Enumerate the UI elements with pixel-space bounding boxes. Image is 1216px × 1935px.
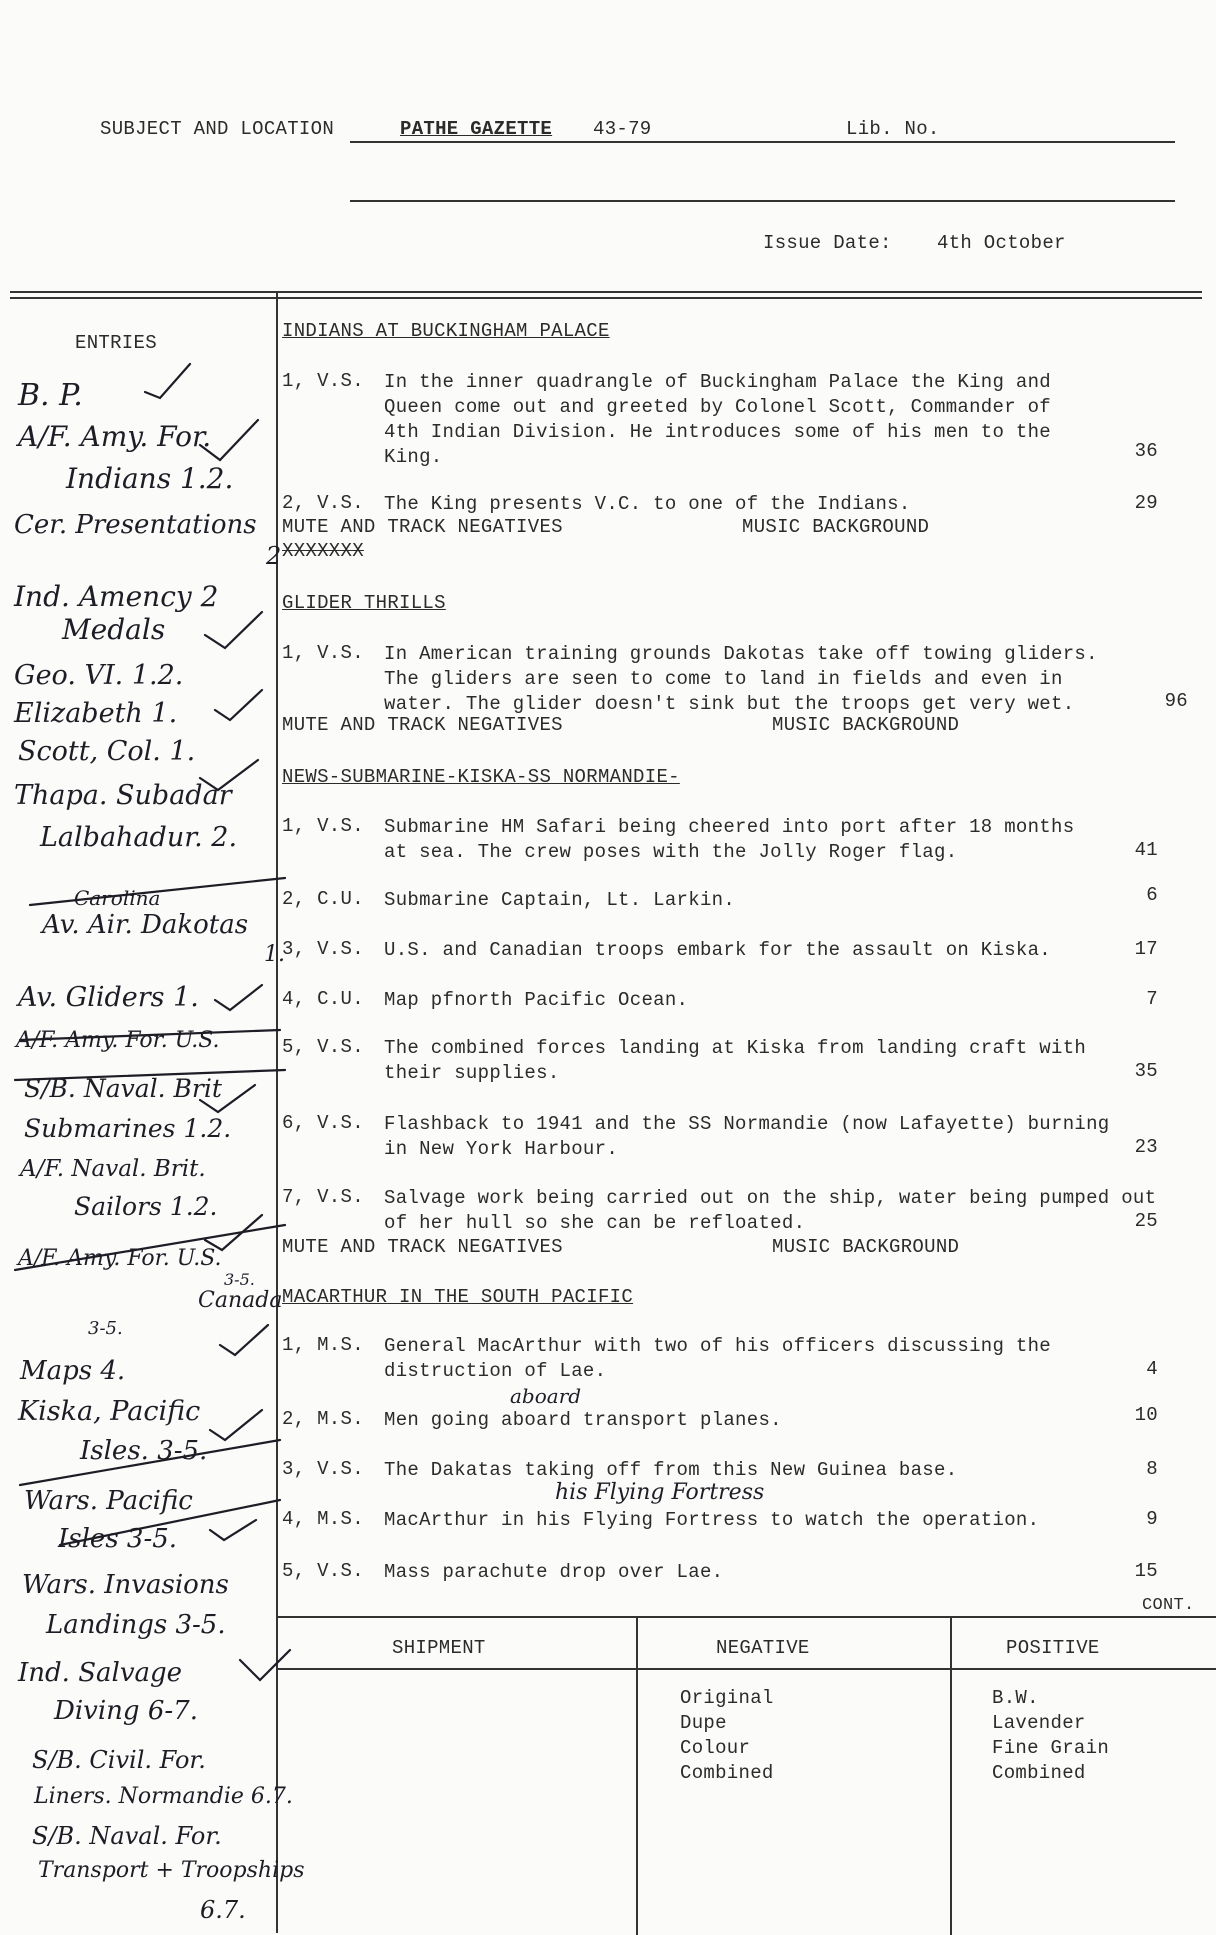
shot-number: 5, V.S. <box>282 1036 364 1058</box>
negatives-note: MUTE AND TRACK NEGATIVES <box>282 1236 563 1258</box>
subject-label: SUBJECT AND LOCATION <box>100 118 335 140</box>
tick-marks <box>0 0 300 1935</box>
entry: Av. Air. Dakotas <box>42 910 249 940</box>
shot-duration: 8 <box>1146 1458 1158 1480</box>
section-title-gliders: GLIDER THRILLS <box>282 592 446 614</box>
positive-option: B.W. <box>992 1687 1039 1709</box>
negative-option: Colour <box>680 1737 751 1759</box>
issue-number: 43-79 <box>593 118 652 140</box>
shot-number: 3, V.S. <box>282 938 364 960</box>
shot-duration: 96 <box>1164 690 1188 712</box>
shot-description: Men going aboard transport planes. <box>384 1409 782 1431</box>
section-title-news: NEWS-SUBMARINE-KISKA-SS NORMANDIE- <box>282 766 680 788</box>
struck-out-text: XXXXXXX <box>282 540 364 562</box>
section-title-indians: INDIANS AT BUCKINGHAM PALACE <box>282 320 610 342</box>
negative-option: Dupe <box>680 1712 727 1734</box>
entry: Ind. Amency 2 <box>14 580 219 613</box>
shot-duration: 17 <box>1134 938 1158 960</box>
shot-number: 4, M.S. <box>282 1508 364 1530</box>
shot-number: 4, C.U. <box>282 988 364 1010</box>
entry: Av. Gliders 1. <box>18 982 199 1013</box>
entry: S/B. Naval. Brit <box>24 1074 222 1103</box>
entry: Submarines 1.2. <box>24 1114 232 1143</box>
entry: Carolina <box>74 886 161 910</box>
entry: 3-5. <box>224 1270 255 1289</box>
table-top-rule <box>276 1616 1216 1618</box>
shot-row <box>282 370 1202 470</box>
header-second-rule <box>350 200 1175 202</box>
entry: Geo. VI. 1.2. <box>14 660 184 691</box>
negatives-note: MUTE AND TRACK NEGATIVES <box>282 516 563 538</box>
continued-label: CONT. <box>1142 1596 1195 1615</box>
shot-row <box>282 642 1202 717</box>
entry: Medals <box>62 613 166 646</box>
shot-number: 2, V.S. <box>282 492 364 514</box>
shot-duration: 35 <box>1134 1060 1158 1082</box>
table-header-shipment: SHIPMENT <box>392 1637 486 1659</box>
shot-description: Submarine HM Safari being cheered into port after 18 months at sea. The crew poses with the Jolly Roger flag. <box>384 816 1075 863</box>
table-header-rule <box>276 1668 1216 1670</box>
entry: Indians 1.2. <box>66 462 234 495</box>
table-header-positive: POSITIVE <box>1006 1637 1100 1659</box>
entry: 6.7. <box>200 1896 246 1924</box>
entry: A/F. Amy. For. U.S. <box>18 1246 222 1271</box>
entry: Cer. Presentations <box>14 510 257 540</box>
entry: 3-5. <box>88 1318 123 1339</box>
subject-value: PATHE GAZETTE <box>400 118 553 140</box>
entry: S/B. Civil. For. <box>32 1746 206 1774</box>
music-note: MUSIC BACKGROUND <box>772 714 960 736</box>
entries-title: ENTRIES <box>75 332 157 354</box>
table-header-negative: NEGATIVE <box>716 1637 810 1659</box>
entry: Kiska, Pacific <box>18 1396 201 1427</box>
entry: A/F. Naval. Brit. <box>20 1156 206 1182</box>
entry: Isles 3-5. <box>58 1524 178 1554</box>
shot-description: Mass parachute drop over Lae. <box>384 1561 724 1583</box>
shot-duration: 41 <box>1134 839 1158 861</box>
music-note: MUSIC BACKGROUND <box>742 516 930 538</box>
shot-description: Submarine Captain, Lt. Larkin. <box>384 889 736 911</box>
shot-row <box>282 492 1202 517</box>
handwritten-correction: aboard <box>510 1384 582 1408</box>
shot-description: MacArthur in his Flying Fortress to watch the operation. <box>384 1509 1040 1531</box>
shot-duration: 4 <box>1146 1358 1158 1380</box>
shot-duration: 6 <box>1146 884 1158 906</box>
table-col-divider-2 <box>950 1618 952 1935</box>
entry: Liners. Normandie 6.7. <box>34 1784 293 1809</box>
entry: Elizabeth 1. <box>14 698 178 729</box>
shot-duration: 36 <box>1134 440 1158 462</box>
issue-date-label: Issue Date: <box>763 232 892 254</box>
shot-description: General MacArthur with two of his officers discussing the distruction of Lae. <box>384 1335 1052 1382</box>
shot-duration: 25 <box>1134 1210 1158 1232</box>
entry: Transport + Troopships <box>38 1858 305 1883</box>
entry: Maps 4. <box>20 1356 126 1386</box>
negative-option: Combined <box>680 1762 774 1784</box>
subject-underline <box>350 141 1175 143</box>
table-col-divider-1 <box>636 1618 638 1935</box>
shot-duration: 23 <box>1134 1136 1158 1158</box>
shot-description: In American training grounds Dakotas take off towing gliders. The gliders are seen to come to land in fields and even in water. The glider doesn't sink but the troops get very wet. <box>384 643 1098 715</box>
entry: Scott, Col. 1. <box>18 736 196 767</box>
section-title-macarthur: MACARTHUR IN THE SOUTH PACIFIC <box>282 1286 634 1308</box>
entry: Diving 6-7. <box>54 1696 198 1726</box>
entry: Wars. Invasions <box>22 1570 229 1600</box>
shot-duration: 29 <box>1134 492 1158 514</box>
shot-duration: 15 <box>1134 1560 1158 1582</box>
lib-number-label: Lib. No. <box>846 118 940 140</box>
issue-date-value: 4th October <box>937 232 1066 254</box>
shot-number: 6, V.S. <box>282 1112 364 1134</box>
entry: S/B. Naval. For. <box>32 1822 222 1850</box>
entry: 1. <box>264 942 285 967</box>
entry: B. P. <box>18 378 83 413</box>
shot-number: 7, V.S. <box>282 1186 364 1208</box>
shot-number: 3, V.S. <box>282 1458 364 1480</box>
shot-number: 1, V.S. <box>282 642 364 664</box>
shot-description: Salvage work being carried out on the ship, water being pumped out of her hull so she can be refloated. <box>384 1187 1157 1234</box>
shot-number: 1, V.S. <box>282 370 364 392</box>
music-note: MUSIC BACKGROUND <box>772 1236 960 1258</box>
shot-duration: 9 <box>1146 1508 1158 1530</box>
positive-option: Fine Grain <box>992 1737 1110 1759</box>
shot-description: Flashback to 1941 and the SS Normandie (now Lafayette) burning in New York Harbour. <box>384 1113 1110 1160</box>
shot-duration: 10 <box>1134 1404 1158 1426</box>
shot-description: The combined forces landing at Kiska from landing craft with their supplies. <box>384 1037 1087 1084</box>
entry: 2 <box>266 542 282 570</box>
shot-number: 2, M.S. <box>282 1408 364 1430</box>
shot-description: U.S. and Canadian troops embark for the assault on Kiska. <box>384 939 1052 961</box>
shot-number: 1, M.S. <box>282 1334 364 1356</box>
positive-options <box>992 1686 1109 1786</box>
entry: A/F. Amy. For. U.S. <box>16 1028 220 1053</box>
shot-description: The King presents V.C. to one of the Indians. <box>384 493 911 515</box>
entry: Landings 3-5. <box>46 1610 226 1640</box>
entry: Canada <box>198 1288 283 1313</box>
entry: A/F. Amy. For. <box>18 420 212 453</box>
negative-options <box>680 1686 774 1786</box>
shot-description: Map pfnorth Pacific Ocean. <box>384 989 689 1011</box>
entry: Lalbahadur. 2. <box>40 822 238 853</box>
shot-description: The Dakatas taking off from this New Guinea base. <box>384 1459 958 1481</box>
shot-number: 2, C.U. <box>282 888 364 910</box>
shot-description: In the inner quadrangle of Buckingham Palace the King and Queen come out and greeted by Colonel Scott, Commander of 4th Indian Division. He introduces some of his men to the King. <box>384 371 1052 468</box>
negatives-note: MUTE AND TRACK NEGATIVES <box>282 714 563 736</box>
negative-option: Original <box>680 1687 774 1709</box>
entry: Wars. Pacific <box>24 1486 193 1516</box>
entry: Ind. Salvage <box>18 1658 183 1688</box>
entry: Isles. 3-5. <box>80 1436 208 1466</box>
entry: Sailors 1.2. <box>74 1192 218 1221</box>
shot-duration: 7 <box>1146 988 1158 1010</box>
entry: Thapa. Subadar <box>14 780 232 811</box>
shot-number: 1, V.S. <box>282 815 364 837</box>
positive-option: Lavender <box>992 1712 1086 1734</box>
handwritten-correction: his Flying Fortress <box>555 1480 765 1505</box>
shot-number: 5, V.S. <box>282 1560 364 1582</box>
positive-option: Combined <box>992 1762 1086 1784</box>
